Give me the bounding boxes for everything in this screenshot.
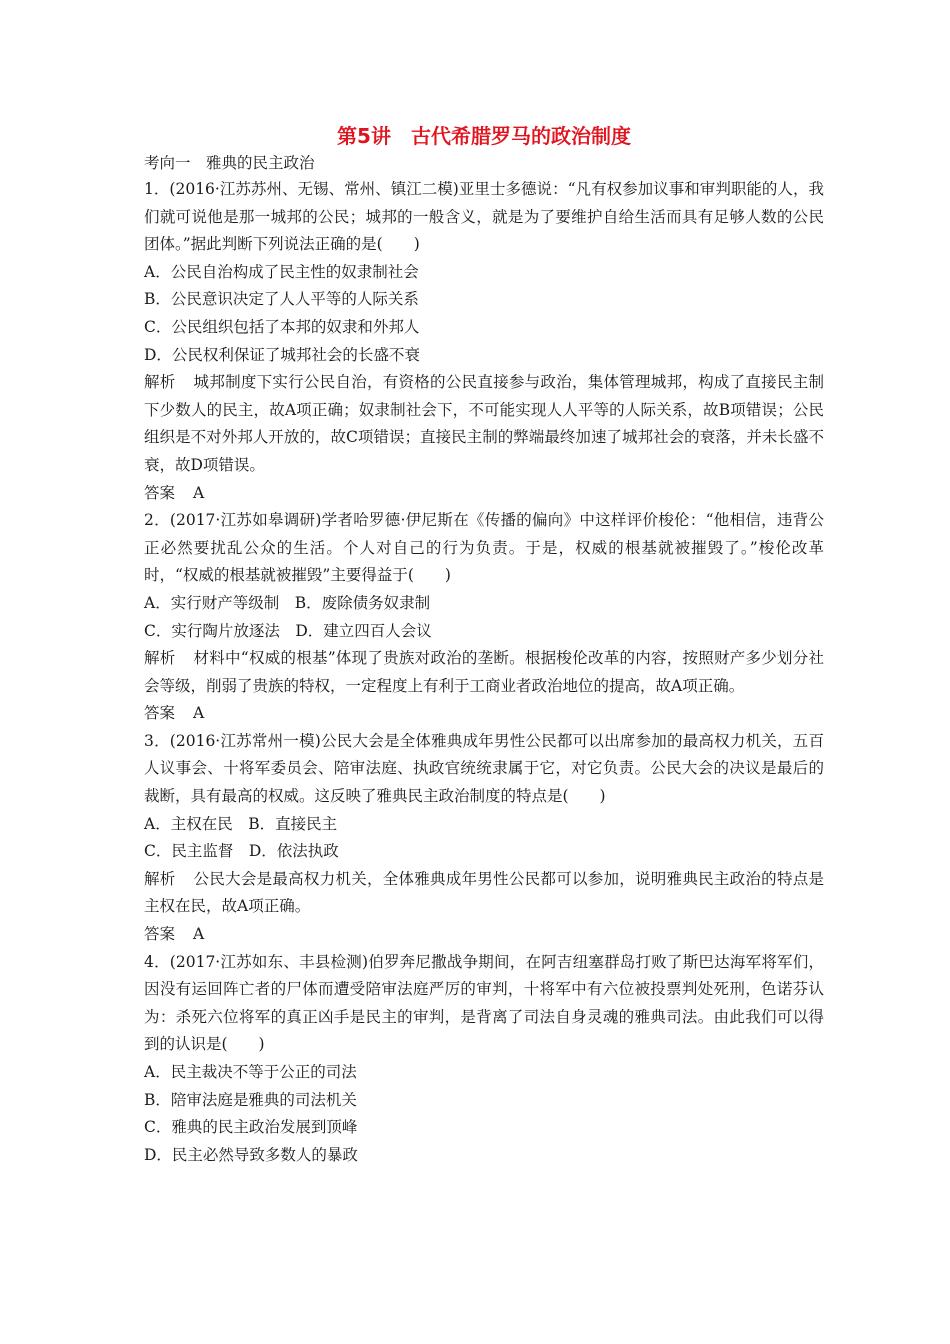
question-1-explanation (144, 369, 824, 479)
question-3-options-ab: A．主权在民 B．直接民主 (144, 814, 338, 833)
answer-label: 答案 (144, 483, 176, 502)
question-1-stem: 1．(2016·江苏苏州、无锡、常州、镇江二模)亚里士多德说：“凡有权参加议事和审判职能的人，我们就可说他是那一城邦的公民；城邦的一般含义，就是为了要维护自给生活而具有足够人数的公民团体。”据此判断下列说法正确的是( ) (144, 180, 824, 254)
answer-label: 答案 (144, 925, 176, 944)
explanation-label: 解析 (144, 869, 176, 888)
question-4-option-a: A．民主裁决不等于公正的司法 (144, 1063, 357, 1081)
explanation-text: 公民大会是最高权力机关，全体雅典成年男性公民都可以参加，说明雅典民主政治的特点是主权在民，故A项正确。 (144, 869, 824, 916)
question-3-answer (144, 921, 824, 949)
question-2-options-ab: A．实行财产等级制 B．废除债务奴隶制 (144, 593, 431, 612)
explanation-text: 材料中“权威的根基”体现了贵族对政治的垄断。根据梭伦改革的内容，按照财产多少划分社会等级，削弱了贵族的特权，一定程度上有利于工商业者政治地位的提高，故A项正确。 (144, 649, 824, 695)
question-1-answer (144, 480, 824, 508)
explanation-text: 城邦制度下实行公民自治，有资格的公民直接参与政治，集体管理城邦，构成了直接民主制下少数人的民主，故A项正确；奴隶制社会下，不可能实现人人平等的人际关系，故B项错误；公民组织是不对外邦人开放的，故C项错误；直接民主制的弊端最终加速了城邦社会的衰落，并未长盛不衰，故D项错误。 (144, 373, 824, 474)
answer-value: A (193, 704, 205, 723)
question-4-stem: 4．(2017·江苏如东、丰县检测)伯罗奔尼撒战争期间，在阿吉纽塞群岛打败了斯巴达海军将军们，因没有运回阵亡者的尸体而遭受陪审法庭严厉的审判，十将军中有六位被投票判处死刑，色诺芬认为：杀死六位将军的真正凶手是民主的审判，是背离了司法自身灵魂的雅典司法。由此我们可以得到的认识是( ) (144, 952, 824, 1054)
question-2-explanation (144, 645, 824, 700)
question-4-option-c: C．雅典的民主政治发展到顶峰 (144, 1118, 358, 1137)
document-page (144, 122, 824, 1169)
question-3-options-cd: C．民主监督 D．依法执政 (144, 842, 339, 861)
answer-label: 答案 (144, 704, 176, 723)
question-2-stem: 2．(2017·江苏如皋调研)学者哈罗德·伊尼斯在《传播的偏向》中这样评价梭伦：“他相信，违背公正必然要扰乱公众的生活。个人对自己的行为负责。于是，权威的根基就被摧毁了。”梭伦改革时，“权威的根基就被摧毁”主要得益于( ) (144, 511, 824, 585)
question-3-explanation (144, 866, 824, 921)
question-1-option-d: D．公民权利保证了城邦社会的长盛不衰 (144, 345, 420, 364)
question-1-option-b: B．公民意识决定了人人平等的人际关系 (144, 290, 419, 309)
question-2-answer (144, 700, 824, 728)
section-heading: 考向一 雅典的民主政治 (144, 154, 315, 172)
question-3-stem: 3．(2016·江苏常州一模)公民大会是全体雅典成年男性公民都可以出席参加的最高权力机关，五百人议事会、十将军委员会、陪审法庭、执政官统统隶属于它，对它负责。公民大会的决议是最后的裁断，具有最高的权威。这反映了雅典民主政治制度的特点是( ) (144, 731, 824, 806)
page-title: 第5讲 古代希腊罗马的政治制度 (337, 124, 631, 148)
question-2-options-cd: C．实行陶片放逐法 D．建立四百人会议 (144, 621, 432, 640)
answer-value: A (193, 483, 205, 502)
question-4-option-b: B．陪审法庭是雅典的司法机关 (144, 1090, 357, 1109)
explanation-label: 解析 (144, 649, 176, 668)
question-1-option-c: C．公民组织包括了本邦的奴隶和外邦人 (144, 317, 420, 336)
question-1-option-a: A．公民自治构成了民主性的奴隶制社会 (144, 262, 419, 281)
explanation-label: 解析 (144, 373, 176, 392)
answer-value: A (193, 925, 205, 944)
question-4-option-d: D．民主必然导致多数人的暴政 (144, 1145, 358, 1164)
